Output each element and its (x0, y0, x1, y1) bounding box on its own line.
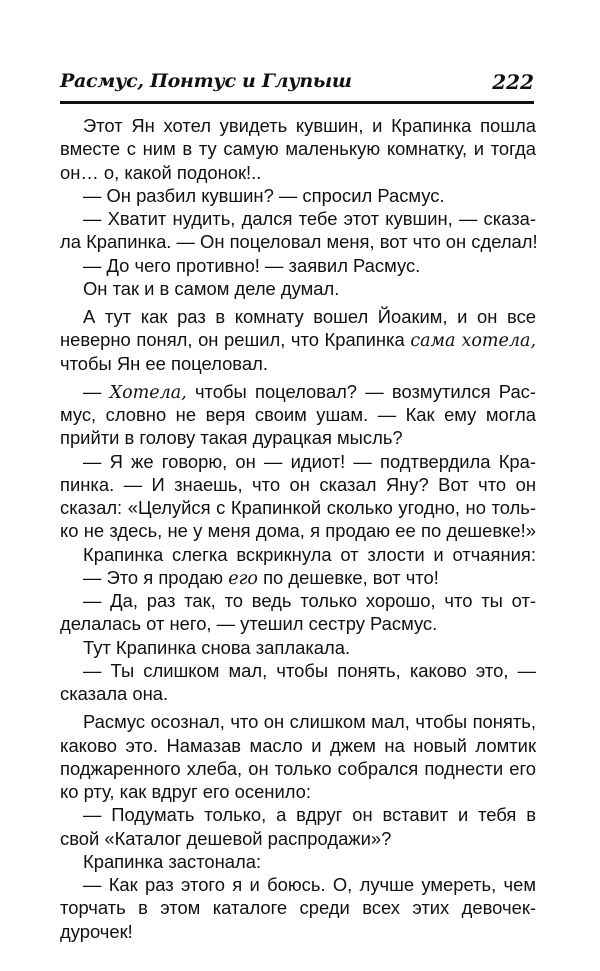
text-line (60, 380, 536, 403)
text-line: Крапинка застонала: (83, 850, 262, 872)
text-run: по дешевке, вот что! (257, 566, 439, 588)
italic-emphasis: его (228, 568, 258, 589)
text-line: Тут Крапинка снова заплакала. (83, 636, 351, 658)
text-line: — До чего противно! — заявил Расмус. (83, 254, 421, 276)
header-rule (60, 101, 534, 104)
italic-emphasis: Хотела, (109, 382, 187, 403)
text-line: — Подумать только, а вдруг он вставит и тебя в (83, 804, 536, 826)
text-line: ко рту, как вдруг его осенило: (60, 781, 312, 802)
text-line: — Я же говорю, он — идиот! — подтвердила Кра- (83, 450, 536, 472)
text-line: — Хватит нудить, дался тебе этот кувшин, — сказа- (83, 208, 536, 229)
text-run: — (83, 380, 110, 402)
text-line: делалась от него, — утешил сестру Расмус. (60, 613, 438, 635)
text-line: А тут как раз в комнату вошел Йоаким, и он все (83, 306, 536, 327)
text-line: дурочек! (60, 920, 133, 942)
text-line: Крапинка слегка вскрикнула от злости и отчаяния: (83, 543, 536, 565)
text-line: прийти в голову такая дурацкая мысль? (60, 427, 403, 449)
text-line: ко не здесь, не у меня дома, я продаю ее по дешевке!» (60, 520, 536, 542)
text-line: вместе с ним в ту самую маленькую комнатку, и тогда (60, 138, 536, 160)
text-line: пинка. — И знаешь, что он сказал Яну? Вот что он (60, 473, 536, 495)
text-line: свой «Каталог дешевой распродажи»? (60, 827, 392, 849)
text-line: — Да, раз так, то ведь только хорошо, что ты от- (83, 590, 536, 611)
text-line: Этот Ян хотел увидеть кувшин, и Крапинка пошла (83, 115, 536, 136)
text-line: торчать в этом каталоге среди всех этих девочек- (60, 897, 536, 919)
text-line: чтобы Ян ее поцеловал. (60, 352, 268, 374)
text-line: Он так и в самом деле думал. (83, 277, 340, 299)
running-title: Расмус, Понтус и Глупыш (60, 70, 352, 92)
text-body (60, 114, 536, 943)
text-line: ла Крапинка. — Он поцеловал меня, вот что он сделал! (60, 231, 538, 253)
page-header (60, 70, 534, 98)
text-line: мус, словно не веря своим ушам. — Как ему могла (60, 404, 536, 425)
text-line (60, 328, 536, 351)
text-line: сказал: «Целуйся с Крапинкой сколько угодно, но толь- (60, 497, 536, 518)
text-line (60, 566, 536, 589)
text-line: сказала она. (60, 683, 169, 704)
text-run: чтобы поцеловал? — возмутился Рас- (186, 380, 536, 402)
text-line: — Как раз этого я и боюсь. О, лучше умереть, чем (83, 874, 536, 895)
text-run: — Это я продаю (83, 566, 229, 588)
text-run: неверно понял, он решил, что Крапинка (60, 329, 411, 351)
italic-emphasis: сама хотела, (410, 331, 537, 352)
text-line: — Ты слишком мал, чтобы понять, каково это, — (83, 659, 536, 681)
text-line: поджаренного хлеба, он только собрался поднести его (60, 757, 536, 779)
text-line: — Он разбил кувшин? — спросил Расмус. (83, 184, 445, 206)
text-line: каково это. Намазав масло и джем на новый ломтик (60, 734, 536, 756)
page-number: 222 (492, 70, 534, 94)
text-line: Расмус осознал, что он слишком мал, чтобы понять, (83, 711, 536, 733)
text-line: он… о, какой подонок!.. (60, 161, 262, 183)
